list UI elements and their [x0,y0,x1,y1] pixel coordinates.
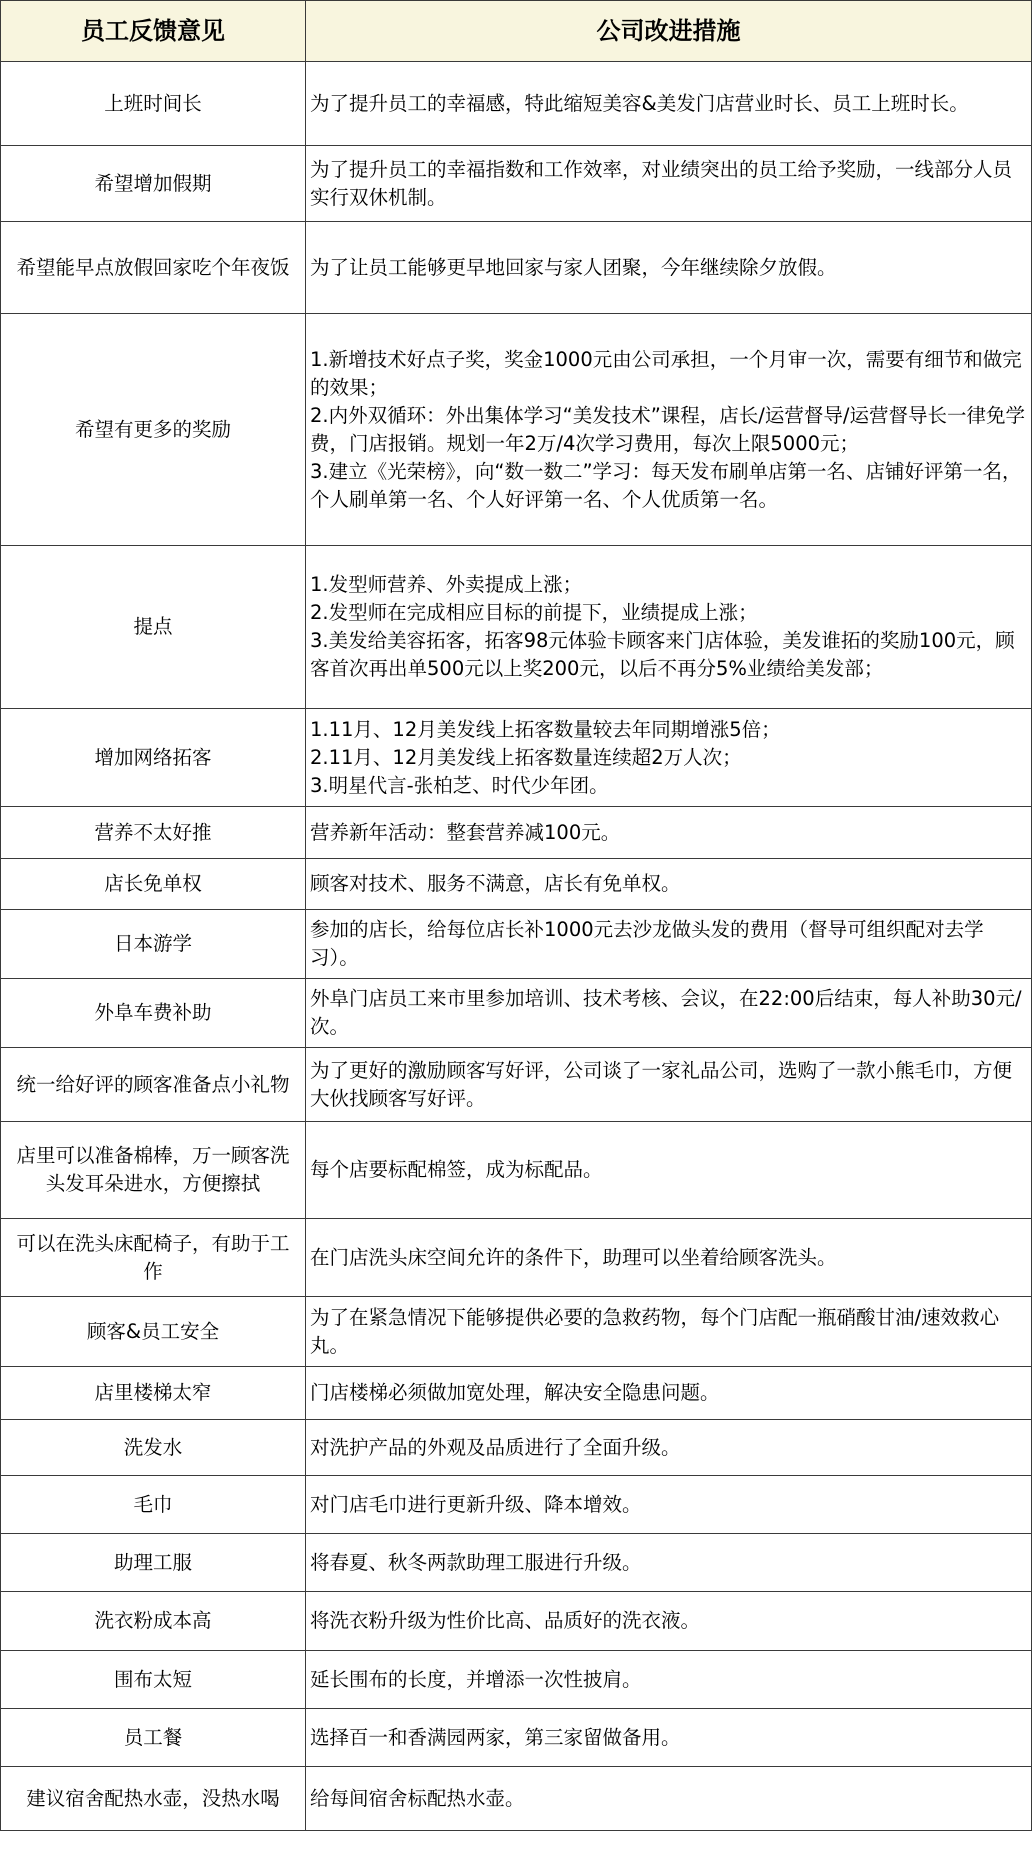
measure-line: 1.发型师营养、外卖提成上涨； [310,573,583,596]
measure-cell [306,1709,1032,1767]
measure-line: 给每间宿舍标配热水壶。 [310,1786,525,1810]
table-row [1,1592,1032,1651]
measure-cell [306,1420,1032,1476]
feedback-cell: 外阜车费补助 [1,979,306,1048]
measure-cell [306,62,1032,146]
table-row [1,859,1032,910]
measure-line: 门店楼梯必须做加宽处理，解决安全隐患问题。 [310,1381,720,1404]
measure-line: 顾客对技术、服务不满意，店长有免单权。 [310,872,681,895]
feedback-cell: 店里楼梯太窄 [1,1367,306,1420]
measure-line: 参加的店长，给每位店长补1000元去沙龙做头发的费用（督导可组织配对去学习）。 [310,918,984,969]
measure-line: 2.发型师在完成相应目标的前提下，业绩提成上涨； [310,601,758,624]
feedback-cell: 店长免单权 [1,859,306,910]
table-row [1,1297,1032,1367]
measure-line: 外阜门店员工来市里参加培训、技术考核、会议，在22:00后结束，每人补助30元/次。 [310,987,1022,1038]
feedback-cell: 员工餐 [1,1709,306,1767]
table-row [1,1651,1032,1709]
table-row [1,1767,1032,1831]
measure-cell [306,1651,1032,1709]
measure-line: 1.新增技术好点子奖，奖金1000元由公司承担，一个月审一次，需要有细节和做完的效果； [310,347,1022,399]
measure-line: 选择百一和香满园两家，第三家留做备用。 [310,1725,681,1749]
feedback-cell: 可以在洗头床配椅子，有助于工作 [1,1219,306,1297]
feedback-cell: 助理工服 [1,1534,306,1592]
table-row [1,807,1032,859]
measure-cell [306,314,1032,546]
measure-cell [306,1592,1032,1651]
measure-line: 营养新年活动：整套营养减100元。 [310,820,621,844]
feedback-cell: 统一给好评的顾客准备点小礼物 [1,1048,306,1122]
table-row [1,546,1032,709]
feedback-cell: 建议宿舍配热水壶，没热水喝 [1,1767,306,1831]
feedback-cell: 希望增加假期 [1,146,306,222]
table-row [1,1367,1032,1420]
measure-cell [306,859,1032,910]
measure-line: 对洗护产品的外观及品质进行了全面升级。 [310,1435,681,1459]
feedback-cell: 增加网络拓客 [1,709,306,807]
measure-line: 每个店要标配棉签，成为标配品。 [310,1158,603,1181]
measure-line: 3.明星代言-张柏芝、时代少年团。 [310,773,609,797]
table-row [1,146,1032,222]
feedback-cell: 日本游学 [1,910,306,979]
measure-cell [306,709,1032,807]
measure-line: 为了更好的激励顾客写好评，公司谈了一家礼品公司，选购了一款小熊毛巾，方便大伙找顾客写好评。 [310,1058,1013,1110]
header-measures: 公司改进措施 [306,1,1032,62]
measure-line: 2.11月、12月美发线上拓客数量连续超2万人次； [310,745,742,769]
feedback-cell: 洗衣粉成本高 [1,1592,306,1651]
table-row [1,1709,1032,1767]
feedback-cell: 顾客&员工安全 [1,1297,306,1367]
header-feedback: 员工反馈意见 [1,1,306,62]
table-row [1,62,1032,146]
table-row [1,1534,1032,1592]
measure-cell [306,979,1032,1048]
measure-line: 将洗衣粉升级为性价比高、品质好的洗衣液。 [310,1609,701,1632]
feedback-cell: 店里可以准备棉棒，万一顾客洗头发耳朵进水，方便擦拭 [1,1122,306,1219]
measure-cell [306,1219,1032,1297]
measure-cell [306,222,1032,314]
feedback-cell: 围布太短 [1,1651,306,1709]
table-body [1,62,1032,1831]
feedback-cell: 上班时间长 [1,62,306,146]
measure-cell [306,1297,1032,1367]
table-row [1,314,1032,546]
measure-cell [306,910,1032,979]
measure-line: 将春夏、秋冬两款助理工服进行升级。 [310,1550,642,1574]
feedback-cell: 毛巾 [1,1476,306,1534]
table-row [1,1048,1032,1122]
table-row [1,1122,1032,1219]
measure-line: 1.11月、12月美发线上拓客数量较去年同期增涨5倍； [310,717,781,741]
measure-line: 在门店洗头床空间允许的条件下，助理可以坐着给顾客洗头。 [310,1245,837,1269]
measure-cell [306,1367,1032,1420]
table-row [1,1420,1032,1476]
table-row [1,979,1032,1048]
feedback-cell: 提点 [1,546,306,709]
measure-line: 为了提升员工的幸福指数和工作效率，对业绩突出的员工给予奖励，一线部分人员实行双休机制。 [310,157,1013,209]
measure-cell [306,1476,1032,1534]
feedback-cell: 营养不太好推 [1,807,306,859]
feedback-cell: 希望有更多的奖励 [1,314,306,546]
measure-cell [306,807,1032,859]
measure-line: 3.建立《光荣榜》，向“数一数二”学习：每天发布刷单店第一名、店铺好评第一名，个人刷单第一名、个人好评第一名、个人优质第一名。 [310,459,1022,511]
feedback-cell: 洗发水 [1,1420,306,1476]
measure-cell [306,1534,1032,1592]
measure-cell [306,546,1032,709]
measure-line: 为了提升员工的幸福感，特此缩短美容&美发门店营业时长、员工上班时长。 [310,91,969,115]
table-row [1,1476,1032,1534]
table-row [1,709,1032,807]
measure-line: 为了在紧急情况下能够提供必要的急救药物，每个门店配一瓶硝酸甘油/速效救心丸。 [310,1305,1000,1357]
measure-line: 3.美发给美容拓客，拓客98元体验卡顾客来门店体验，美发谁拓的奖励100元，顾客首次再出单500元以上奖200元，以后不再分5%业绩给美发部； [310,629,1015,680]
feedback-cell: 希望能早点放假回家吃个年夜饭 [1,222,306,314]
measure-line: 对门店毛巾进行更新升级、降本增效。 [310,1492,642,1516]
table-row [1,222,1032,314]
measure-line: 2.内外双循环：外出集体学习“美发技术”课程，店长/运营督导/运营督导长一律免学费，门店报销。规划一年2万/4次学习费用，每次上限5000元； [310,403,1025,455]
header-row [1,1,1032,62]
measure-cell [306,1122,1032,1219]
measure-line: 为了让员工能够更早地回家与家人团聚，今年继续除夕放假。 [310,255,837,279]
measure-cell [306,1767,1032,1831]
measure-line: 延长围布的长度，并增添一次性披肩。 [310,1667,642,1691]
table-row [1,910,1032,979]
table-row [1,1219,1032,1297]
measure-cell [306,1048,1032,1122]
measure-cell [306,146,1032,222]
